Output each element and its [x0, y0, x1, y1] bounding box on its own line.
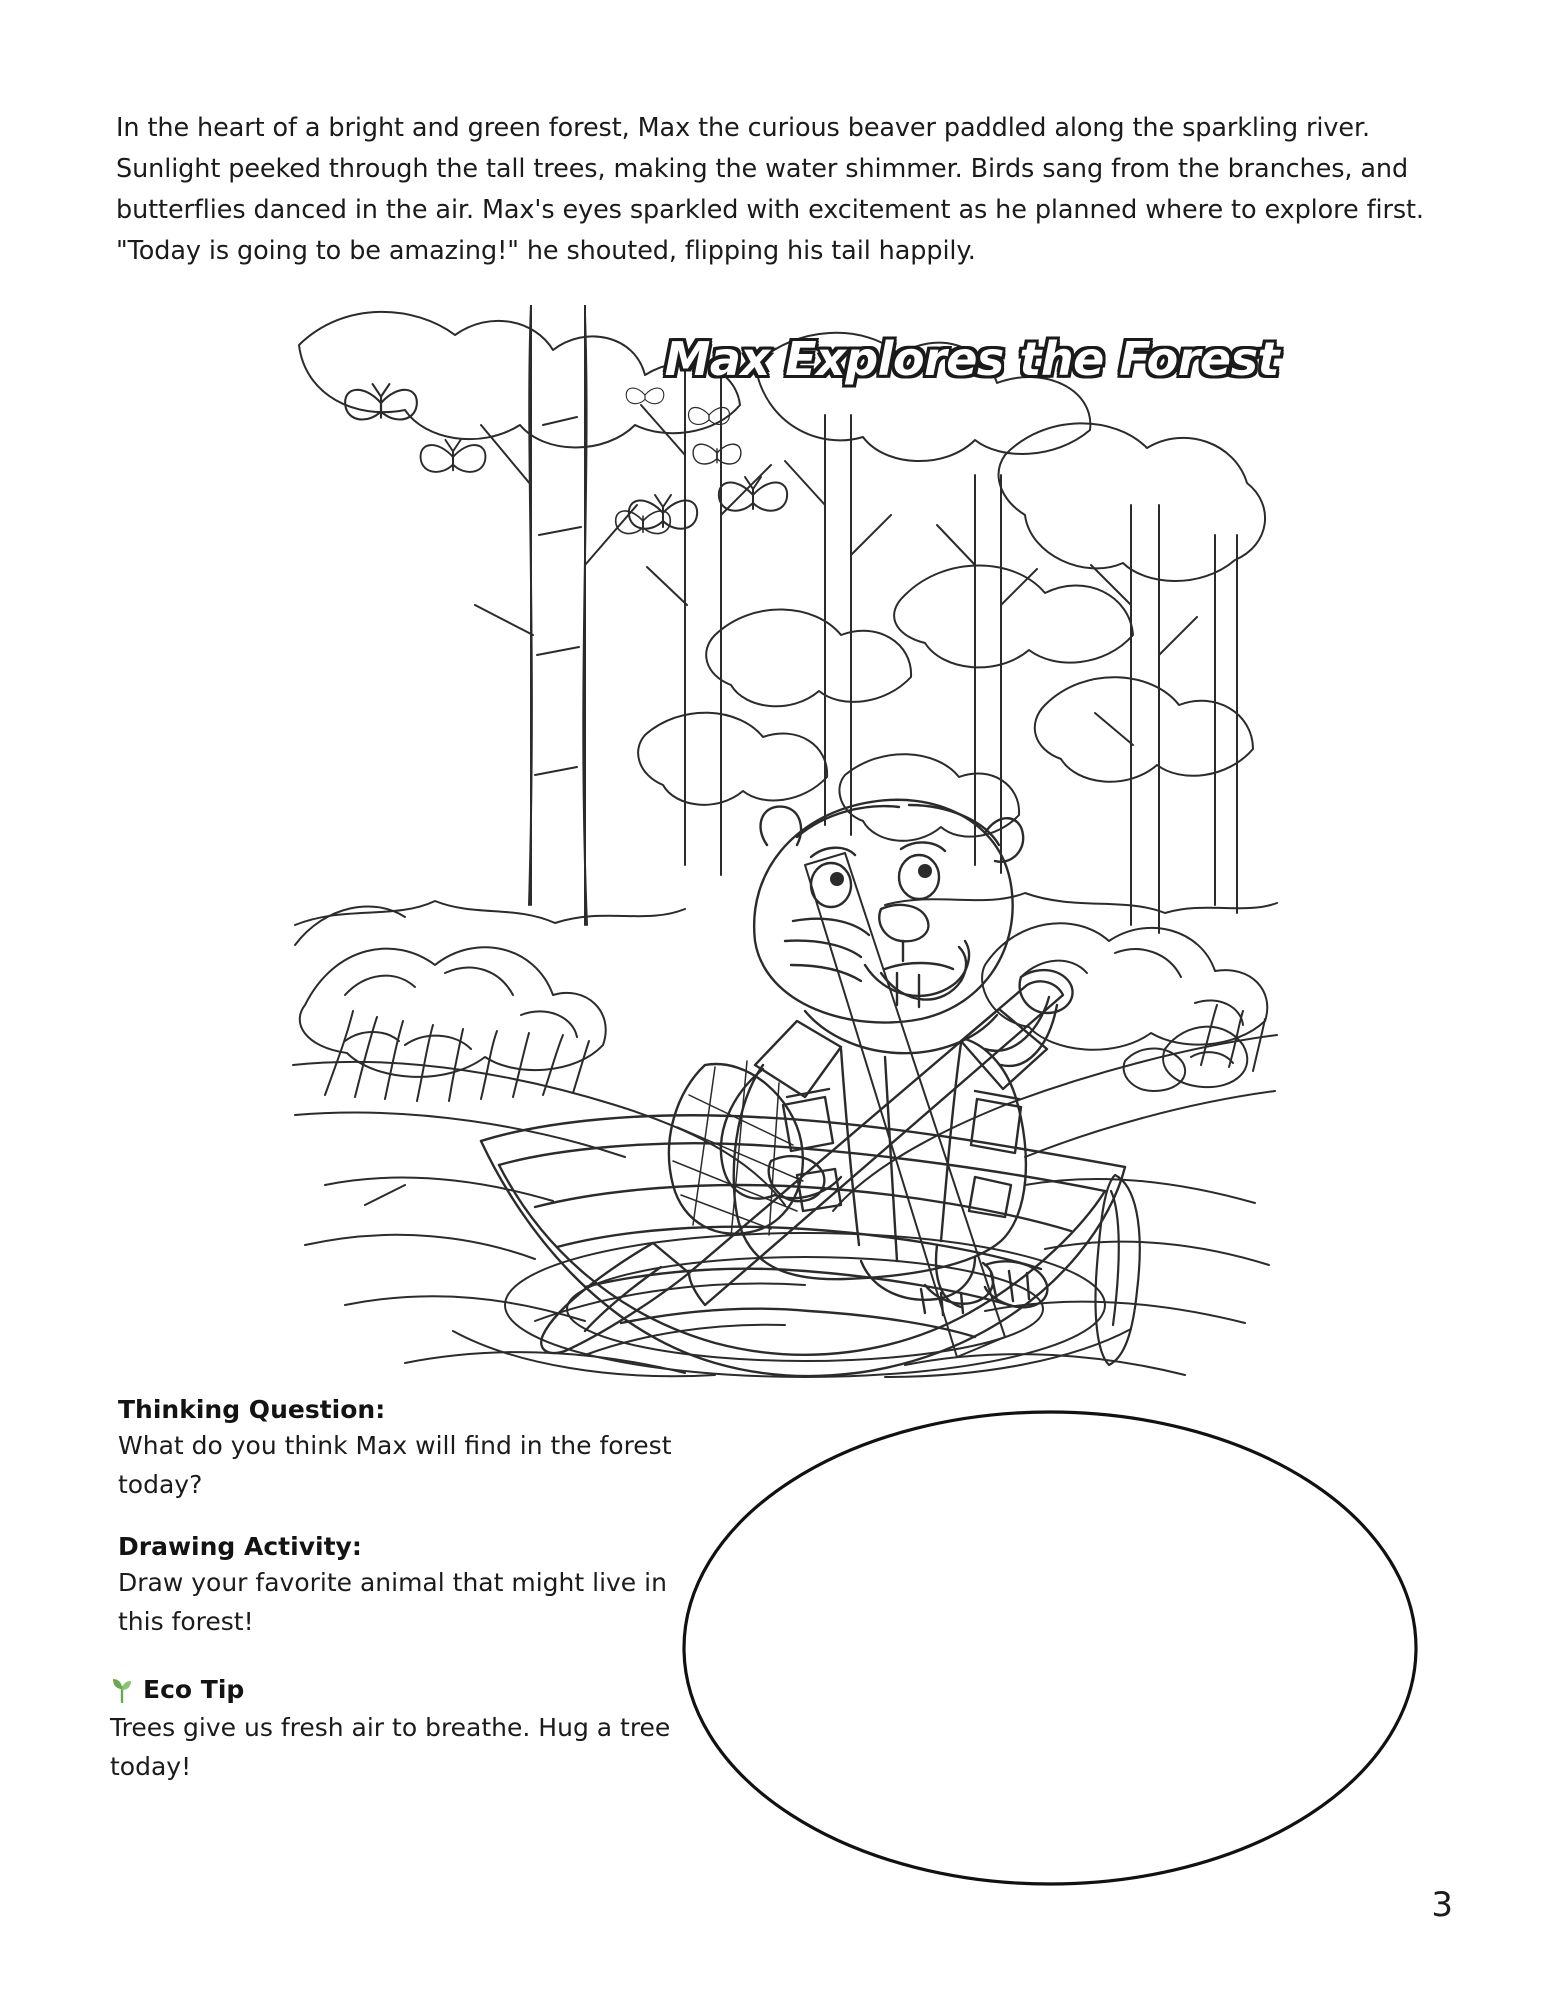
forest-river-beaver-line-art [285, 305, 1285, 1380]
activities-column [110, 1395, 690, 1786]
thinking-question-text: What do you think Max will find in the forest today? [118, 1431, 672, 1499]
eco-tip-heading: Eco Tip [143, 1675, 245, 1704]
eco-tip-heading-row [110, 1675, 690, 1704]
drawing-activity-heading: Drawing Activity: [118, 1532, 362, 1561]
drawing-oval[interactable] [680, 1408, 1420, 1888]
story-paragraph: In the heart of a bright and green forest, Max the curious beaver paddled along the sparkling river. Sunlight peeked through the tall trees, making the water shimmer. Birds sang from the branches, and butterflies danced in the air. Max's eyes sparkled with excitement as he planned where to explore first. "Today is going to be amazing!" he shouted, flipping his tail happily. [116, 113, 1424, 266]
sprout-icon [110, 1677, 134, 1703]
page-number: 3 [1431, 1885, 1453, 1925]
coloring-illustration [285, 305, 1285, 1380]
illustration-title: Max Explores the Forest [664, 332, 1279, 386]
eco-tip-text: Trees give us fresh air to breathe. Hug a tree today! [110, 1713, 671, 1781]
drawing-activity-text: Draw your favorite animal that might live in this forest! [118, 1568, 667, 1636]
thinking-question-heading: Thinking Question: [118, 1395, 386, 1424]
